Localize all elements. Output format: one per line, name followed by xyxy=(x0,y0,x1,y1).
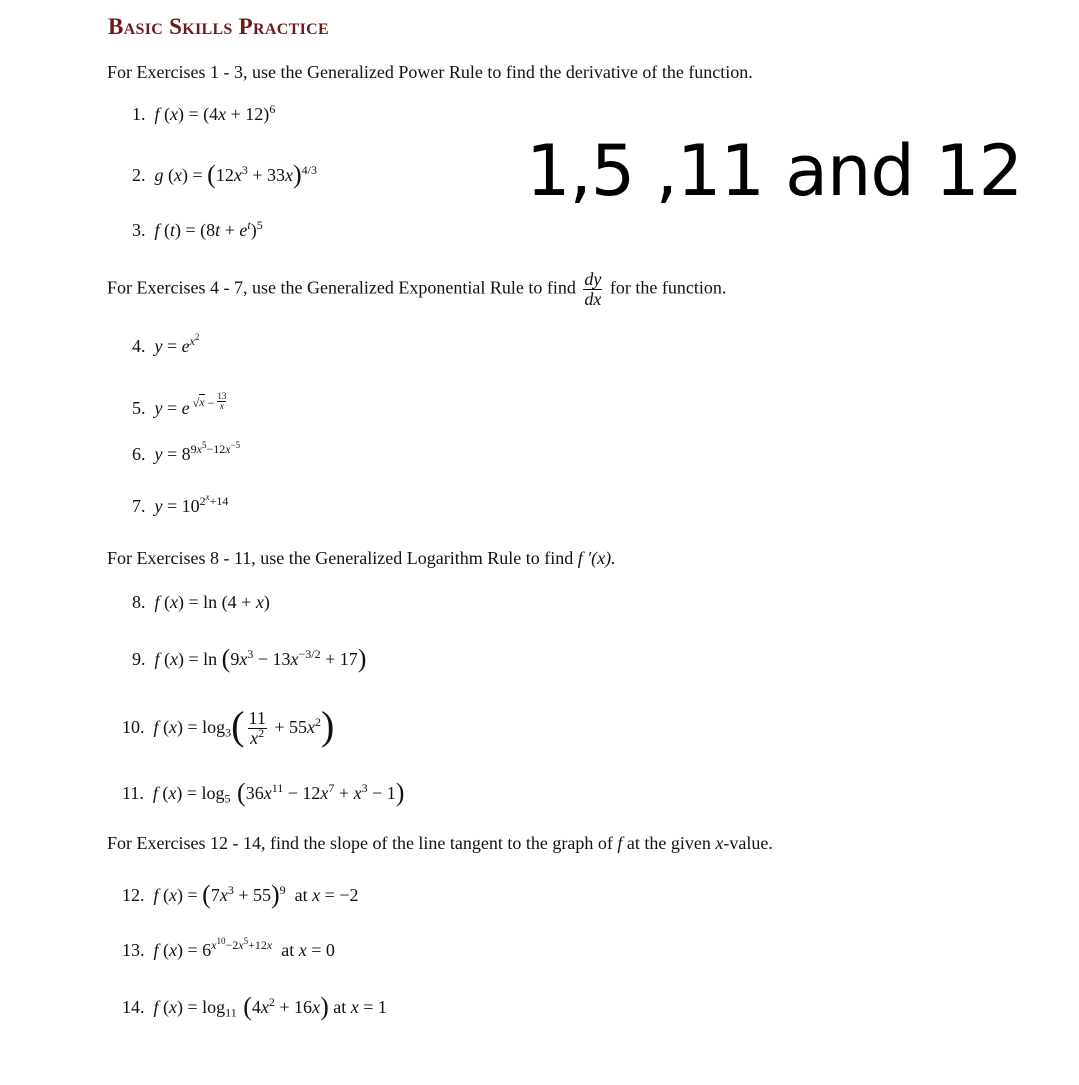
fraction-numerator: dy xyxy=(584,269,602,289)
exercise-expression: f (x) = ln (4 + x) xyxy=(150,592,270,612)
exercise-10 xyxy=(122,702,334,749)
exercise-1 xyxy=(132,101,276,125)
instruction-math: f xyxy=(617,833,623,853)
exercise-number: 9. xyxy=(132,649,146,669)
exercise-expression: f $(x) = (4x + 12)^6$ xyxy=(150,101,276,124)
dy-dx-fraction xyxy=(583,270,602,309)
exercise-expression: $y = 10^{2^x+14}$ xyxy=(150,491,229,516)
exercise-expression: f $(x) = \ln (9x^3 - 13x^{-3/2} + 17)$ xyxy=(150,644,367,673)
instruction-math: x xyxy=(715,833,724,853)
exercise-number: 8. xyxy=(132,592,146,612)
exercise-13 xyxy=(122,935,335,961)
exercise-number: 12. xyxy=(122,885,145,905)
exercise-number: 6. xyxy=(132,444,146,464)
exercise-14 xyxy=(122,992,387,1022)
exercise-expression: f $(x) = \log_{11} (4x^2 + 16x)$ at x = 1 xyxy=(149,992,387,1021)
exercise-expression: g $(x) = (12x^3 + 33x)^{4/3}$ xyxy=(150,160,317,189)
exercise-expression: $y = 8^{9x^5-12x^{-5}}$ xyxy=(150,439,241,464)
fraction-denominator: dx xyxy=(584,288,602,309)
exercise-6 xyxy=(132,439,241,465)
instruction-exponential-rule xyxy=(107,270,726,309)
instruction-text: For Exercises 4 - 7, use the Generalized Exponential Rule to find xyxy=(107,277,576,298)
instruction-text: for the function. xyxy=(609,277,727,298)
exercise-number: 3. xyxy=(132,220,146,240)
page-title: Basic Skills Practice xyxy=(108,14,329,39)
instruction-logarithm-rule xyxy=(107,548,616,569)
instruction-text: For Exercises 8 - 11, use the Generalized Logarithm Rule to find xyxy=(107,548,574,568)
exercise-expression: f $(x) = (7x^3 + 55)^9$ at x = −2 xyxy=(149,880,359,909)
exercise-number: 7. xyxy=(132,496,146,516)
exercise-number: 11. xyxy=(122,783,144,803)
instruction-power-rule: For Exercises 1 - 3, use the Generalized Power Rule to find the derivative of the function. xyxy=(107,62,753,82)
exercise-expression: f $(x) = \log_5 (36x^{11} - 12x^7 + x^3 - 1)$ xyxy=(148,778,405,807)
exercise-number: 4. xyxy=(132,336,146,356)
exercise-expression: f $(t) = (8t + e^t)^5$ xyxy=(150,217,263,240)
exercise-expression: f $(x) = \log_3$( $\frac{11}{x^2}$ + $55x^2$) xyxy=(149,703,335,749)
instruction-math: f ′(x). xyxy=(577,548,616,568)
exercise-11 xyxy=(122,778,404,808)
exercise-expression: y = e $^{√x -}$ $\frac{13}{x}$ xyxy=(150,391,227,418)
exercise-8 xyxy=(132,592,270,613)
instruction-text: -value. xyxy=(723,833,773,853)
exercise-number: 1. xyxy=(132,104,146,124)
exercise-9 xyxy=(132,644,366,674)
exercise-3 xyxy=(132,217,263,241)
exercise-expression: $y = e^{x^2}$ xyxy=(150,331,200,356)
instruction-text: For Exercises 12 - 14, find the slope of the line tangent to the graph of xyxy=(107,833,613,853)
exercise-5 xyxy=(132,392,226,419)
exercise-12 xyxy=(122,880,358,910)
exercise-number: 2. xyxy=(132,165,146,185)
exercise-expression: f $(x) = 6^{x^{10}-2x^5+12x}$ at x = 0 xyxy=(149,935,335,960)
exercise-number: 13. xyxy=(122,940,145,960)
exercise-number: 14. xyxy=(122,997,145,1017)
instruction-tangent-slope xyxy=(107,833,773,854)
exercise-7 xyxy=(132,491,229,517)
handwritten-annotation: 1,5 ,11 and 12 xyxy=(526,130,1023,212)
exercise-4 xyxy=(132,331,200,357)
instruction-text: at the given xyxy=(626,833,711,853)
exercise-number: 10. xyxy=(122,717,145,737)
exercise-2 xyxy=(132,160,317,190)
exercise-number: 5. xyxy=(132,397,146,418)
